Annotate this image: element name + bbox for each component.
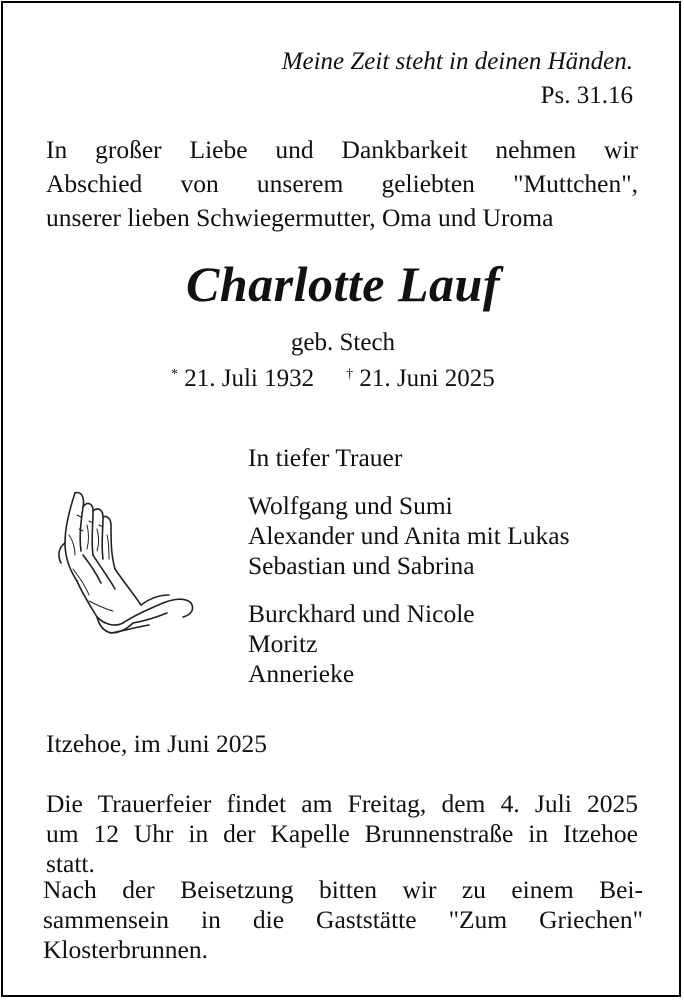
intro-line: unserer lieben Schwiegermutter, Oma und Uroma xyxy=(46,203,554,232)
family-member: Annerieke xyxy=(248,659,355,688)
family-group-2 xyxy=(248,599,475,689)
funeral-info xyxy=(46,789,638,879)
gathering-line: Klosterbrunnen. xyxy=(43,935,209,964)
family-member: Wolfgang und Sumi xyxy=(248,491,453,520)
family-group-1 xyxy=(248,491,570,581)
bible-verse: Meine Zeit steht in deinen Händen. xyxy=(281,48,633,75)
funeral-line: statt. xyxy=(46,849,95,878)
praying-hands-icon xyxy=(53,485,198,635)
life-dates xyxy=(171,365,495,393)
funeral-line: Die Trauerfeier findet am Freitag, dem 4. Juli 2025 xyxy=(46,789,638,818)
gathering-line: Nach der Beisetzung bitten wir zu einem Bei- xyxy=(43,875,643,904)
intro-line: In großer Liebe und Dankbarkeit nehmen wir xyxy=(46,135,638,164)
family-member: Moritz xyxy=(248,629,318,658)
birth-date: 21. Juli 1932 xyxy=(184,365,315,392)
gathering-info xyxy=(43,875,643,965)
deceased-name: Charlotte Lauf xyxy=(186,256,500,312)
funeral-line: um 12 Uhr in der Kapelle Brunnenstraße in Itzehoe xyxy=(46,819,638,848)
mourning-heading: In tiefer Trauer xyxy=(248,443,403,472)
place-and-date: Itzehoe, im Juni 2025 xyxy=(46,729,267,758)
birth-symbol: * xyxy=(171,367,178,382)
death-symbol: † xyxy=(346,367,354,382)
birth-name: geb. Stech xyxy=(290,329,396,356)
family-member: Sebastian und Sabrina xyxy=(248,551,475,580)
obituary-notice xyxy=(1,1,681,997)
gathering-line: sammensein in die Gaststätte "Zum Griechen" xyxy=(43,905,643,934)
family-member: Burckhard und Nicole xyxy=(248,599,475,628)
death-date: 21. Juni 2025 xyxy=(359,365,495,392)
intro-paragraph xyxy=(46,133,638,235)
family-member: Alexander und Anita mit Lukas xyxy=(248,521,570,550)
verse-reference: Ps. 31.16 xyxy=(540,82,633,109)
intro-line: Abschied von unserem geliebten "Muttchen", xyxy=(46,169,638,198)
